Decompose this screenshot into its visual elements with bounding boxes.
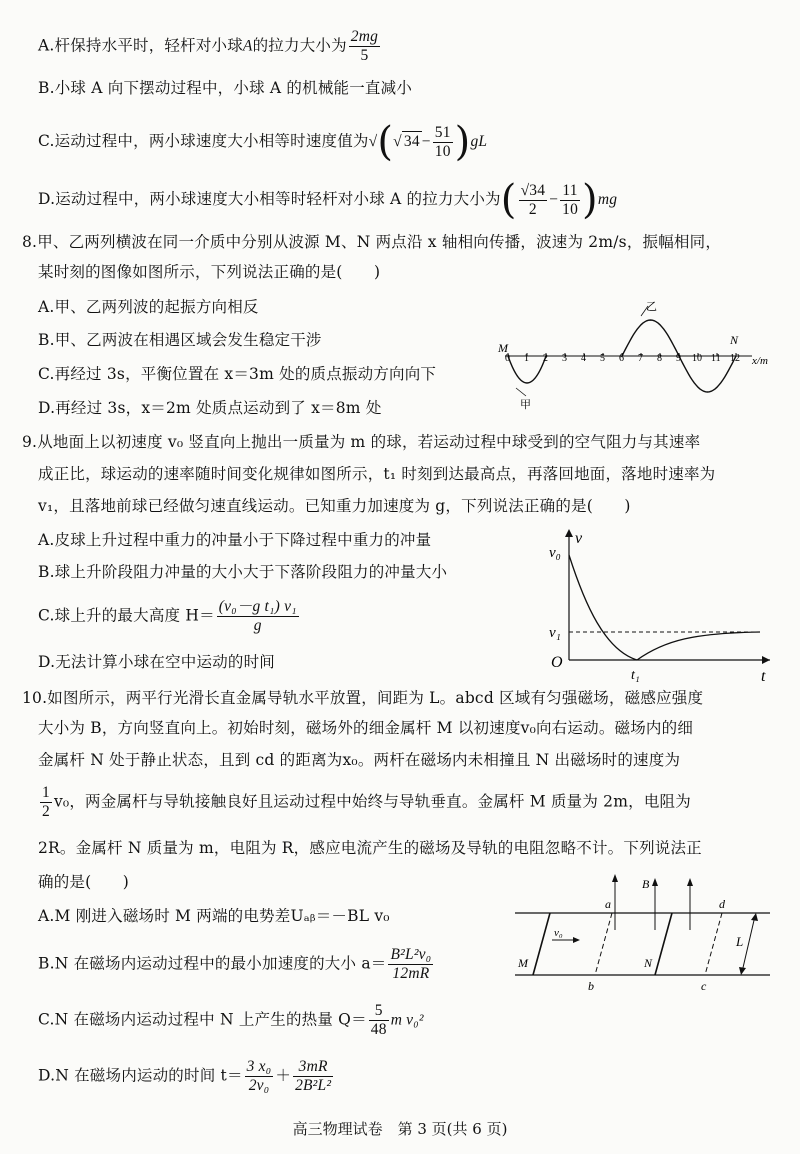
q10-option-b: B.N 在磁场内运动过程中的最小加速度的大小 a＝ $\frac{\text{B²L²v₀}}{12mR}$ — [38, 946, 432, 982]
q10-l-dimension — [742, 916, 755, 972]
q8-tick-labels — [505, 353, 740, 364]
q10-label-d: d — [719, 897, 725, 911]
q8-axis-unit: x/m — [752, 355, 768, 367]
q9-stem-line3: v₁，且落地前球已经做匀速直线运动。已知重力加速度为 g，下列说法正确的是( ) — [38, 497, 631, 515]
q10-stem-line3: 金属杆 N 处于静止状态，且到 cd 的距离为x₀。两杆在磁场内未相撞且 N 出磁场时的速度为 — [38, 751, 681, 769]
q8-tick-label: 8 — [657, 353, 662, 364]
q8-jia-pointer — [516, 388, 526, 396]
q10-stem-line6: 确的是( ) — [38, 873, 129, 891]
q10-option-a: A.M 刚进入磁场时 M 两端的电势差Uₐᵦ＝－BL v₀ — [38, 907, 390, 925]
q10-label-b-field: B — [642, 877, 650, 891]
q10-label-b: b — [588, 979, 594, 993]
q8-tick-label: 4 — [581, 353, 586, 364]
q8-tick-label: 10 — [692, 353, 702, 364]
q9-label-v: v — [575, 530, 583, 547]
q8-tick-label: 6 — [619, 353, 624, 364]
q10-rod-n — [655, 913, 672, 975]
q8-tick-label: 12 — [730, 353, 740, 364]
q10-label-a: a — [605, 897, 611, 911]
q10-label-m: M — [518, 956, 528, 970]
q8-tick-label: 2 — [543, 353, 548, 364]
page-footer: 高三物理试卷 第 3 页(共 6 页) — [292, 1120, 508, 1138]
q9-rising-curve — [569, 555, 637, 660]
q9-label-v0: v₀ — [549, 545, 561, 561]
q10-label-v0: v₀ — [554, 927, 563, 939]
q8-option-c: C.再经过 3s，平衡位置在 x＝3m 处的质点振动方向向下 — [38, 365, 437, 383]
q7-option-a: A.杆保持水平时，轻杆对小球A的拉力大小为 $\frac{2mg}{5}$ — [38, 28, 379, 64]
q10-boundary-cd — [705, 913, 722, 975]
q8-tick-label: 1 — [524, 353, 529, 364]
q10-boundary-ab — [595, 913, 612, 975]
q9-label-t: t — [761, 668, 766, 685]
q8-tick-label: 0 — [505, 353, 510, 364]
q10-label-c: c — [701, 979, 707, 993]
q10-rod-m — [533, 913, 550, 975]
q8-tick-label: 9 — [676, 353, 681, 364]
q9-option-b: B.球上升阶段阻力冲量的大小大于下落阶段阻力的冲量大小 — [38, 563, 448, 581]
q8-tick-label: 5 — [600, 353, 605, 364]
q8-tick-label: 7 — [638, 353, 643, 364]
q10-stem-line2: 大小为 B，方向竖直向上。初始时刻，磁场外的细金属杆 M 以初速度v₀向右运动。磁场内的细 — [38, 719, 694, 737]
q8-option-a: A.甲、乙两列波的起振方向相反 — [38, 298, 259, 316]
q8-option-b: B.甲、乙两波在相遇区域会发生稳定干涉 — [38, 331, 322, 349]
q10-stem-line4: $\frac{1}{2}$ v₀，两金属杆与导轨接触良好且运动过程中始终与导轨垂直。金属杆 M 质量为 2m，电阻为 — [42, 784, 691, 820]
q8-option-d: D.再经过 3s，x＝2m 处质点运动到了 x＝8m 处 — [38, 399, 382, 417]
q9-falling-curve — [637, 632, 760, 660]
q8-tick-label: 3 — [562, 353, 567, 364]
q10-option-c: C.N 在磁场内运动过程中 N 上产生的热量 Q＝ $\frac{5}{48}$ m v₀² — [38, 1002, 424, 1038]
q7-option-d: D.运动过程中，两小球速度大小相等时轻杆对小球 A 的拉力大小为( $\frac{√34}{2}$ − $\frac{11}{10}$ )mg — [38, 177, 618, 223]
q9-label-t1: t₁ — [631, 668, 640, 683]
q8-label-m: M — [498, 341, 508, 355]
q9-stem-line2: 成正比，球运动的速率随时间变化规律如图所示，t₁ 时刻到达最高点，再落回地面，落地时速率为 — [38, 465, 716, 483]
q8-label-yi: 乙 — [646, 301, 657, 313]
q10-label-n: N — [644, 956, 653, 970]
q10-label-l: L — [736, 934, 744, 949]
q9-stem-line1: 9.从地面上以初速度 v₀ 竖直向上抛出一质量为 m 的球，若运动过程中球受到的空气阻力与其速率 — [22, 433, 701, 451]
q8-tick-label: 11 — [711, 353, 721, 364]
q10-option-d: D.N 在磁场内运动的时间 t＝ $\frac{\text{3 x₀}}{\text{2v₀}}$ ＋ $\frac{3mR}{\text{2B²L²}}$ — [38, 1058, 332, 1094]
q10-stem-line1: 10.如图所示，两平行光滑长直金属导轨水平放置，间距为 L。abcd 区域有匀强磁场，磁感应强度 — [22, 689, 704, 707]
q7-option-c: C.运动过程中，两小球速度大小相等时速度值为√(√ 34 − $\frac{51}{10}$ )gL — [38, 119, 488, 165]
q8-stem-line1: 8.甲、乙两列横波在同一介质中分别从波源 M、N 两点沿 x 轴相向传播，波速为 2m/s，振幅相同， — [22, 233, 722, 251]
q9-option-c: C.球上升的最大高度 H＝ $\frac{\text{(v₀－g t₁) v₁}}{g}$ — [38, 598, 297, 634]
q9-option-d: D.无法计算小球在空中运动的时间 — [38, 653, 276, 671]
q9-label-v1: v₁ — [549, 625, 561, 641]
q8-label-jia: 甲 — [520, 399, 531, 411]
q8-label-n: N — [730, 333, 739, 347]
q9-option-a: A.皮球上升过程中重力的冲量小于下降过程中重力的冲量 — [38, 531, 432, 549]
q7-option-b: B.小球 A 向下摆动过程中，小球 A 的机械能一直减小 — [38, 79, 413, 97]
q8-wave-figure — [490, 300, 780, 415]
q10-rail-figure — [510, 870, 775, 995]
q9-t-arrow — [762, 656, 770, 664]
q9-label-origin: O — [551, 654, 563, 671]
q9-vt-graph — [545, 525, 780, 685]
q8-stem-line2: 某时刻的图像如图所示，下列说法正确的是( ) — [38, 263, 381, 281]
q10-stem-line5: 2R。金属杆 N 质量为 m，电阻为 R，感应电流产生的磁场及导轨的电阻忽略不计。下列说法正 — [38, 839, 702, 857]
q9-v-arrow — [565, 529, 573, 537]
